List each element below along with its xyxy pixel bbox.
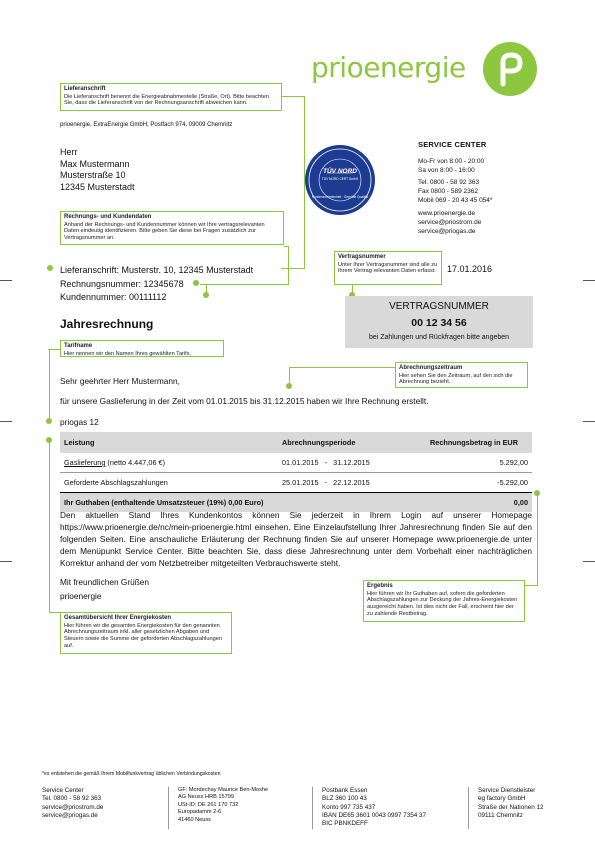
service-fax: Fax 0800 - 589 2362 — [418, 187, 478, 195]
footer-divider — [468, 787, 469, 829]
connector-line — [537, 493, 538, 585]
fold-mark — [0, 280, 12, 281]
callout-text: Hier führen wir die gesamten Energiekosten für den genannten Abrechnungszeitraum inkl. aller gesetzlichen Abgaben und Steuern sowie die Summe der geforderten Abschlagszahlungen auf. — [64, 622, 222, 650]
footer-line: USt-ID: DE 261 170 732 — [178, 801, 239, 808]
connector-line — [524, 585, 538, 586]
callout-text: Unter Ihrer Vertragsnummer sind alle zu Ihrem Vertrag relevanten Daten erfasst. — [338, 261, 438, 275]
callout-vertragsnummer — [334, 251, 442, 285]
footer-company — [178, 787, 268, 824]
footer-line: Service Dienstleister — [478, 787, 536, 794]
sender-line: prioenergie, ExtraEnergie GmbH, Postfach 974, 09009 Chemnitz — [60, 122, 233, 128]
brand-logo-icon — [483, 42, 537, 96]
recipient-city: 12345 Musterstadt — [60, 182, 135, 193]
contract-number: 00 12 34 56 — [411, 317, 467, 329]
intro-text: für unsere Gaslieferung in der Zeit vom 01.01.2015 bis 31.12.2015 haben wir Ihre Rechnung erstellt. — [60, 396, 429, 406]
col-header-periode: Abrechnungsperiode — [278, 432, 426, 453]
recipient-salutation: Herr — [60, 147, 78, 157]
brand-logo-text: prioenergie — [311, 51, 466, 84]
service-email-gas[interactable]: service@priogas.de — [418, 227, 476, 235]
fold-mark — [583, 280, 595, 281]
period-from: 01.01.2015 — [282, 458, 319, 467]
callout-text: Hier nennen wir den Namen Ihres gewählten Tarifs. — [64, 350, 192, 357]
service-hours-weekday: Mo-Fr von 8:00 - 20:00 — [418, 158, 485, 165]
service-hours-saturday: Sa von 8:00 - 16:00 — [418, 166, 475, 174]
total-label: Ihr Guthaben (enthaltende Umsatzsteuer (19%) 0,00 Euro) — [60, 493, 426, 513]
connector-line — [49, 612, 60, 613]
marker-dot — [47, 265, 53, 271]
callout-title: Abrechnungszeitraum — [399, 365, 463, 371]
connector-line — [284, 246, 289, 247]
service-hours — [418, 158, 484, 176]
period-to: 22.12.2015 — [333, 478, 370, 487]
fold-mark — [0, 421, 12, 422]
body-paragraph: Den aktuellen Stand Ihres Kundenkontos können Sie jederzeit in Ihrem Login auf unserer Homepage https://www.prioenergie.de/nc/mein-prioenergie.html einsehen. Eine Einzelaufstellung Ihrer Jahresrechnung finden Sie auf den folgenden Seiten. Eine anschauliche Erläuterung der Rechnung finden Sie auf unserer Homepage www.prioenergie.de unter dem Menüpunkt Service Center. Bitte beachten Sie, dass diese Jahresrechnung unter dem Vorbehalt einer nachträglichen Korrektur anhand der vom Netzbetreiber mitgeteilten Verbrauchswerte steht. — [60, 510, 532, 569]
col-header-leistung: Leistung — [60, 432, 278, 453]
row-period — [278, 453, 426, 473]
callout-text: Hier führen wir Ihr Guthaben auf, sofern die geforderten Abschlagszahlungen zur Deckung der Jahres-Energiekosten ausgereicht haben. Ist dies nicht der Fall, erscheint hier der zu zahlende Restbetrag. — [367, 590, 518, 618]
delivery-address: Lieferanschrift: Musterstr. 10, 12345 Musterstadt — [60, 265, 254, 275]
period-from: 25.01.2015 — [282, 478, 319, 487]
recipient-street: Musterstraße 10 — [60, 170, 126, 181]
tuv-nord-seal — [305, 145, 375, 215]
footer-service-provider — [478, 787, 543, 820]
row-period — [278, 473, 426, 493]
footer-line: IBAN DE65 3601 0043 0997 7354 37 — [322, 811, 426, 819]
footer-line: Straße der Nationen 12 — [478, 803, 544, 811]
invoice-number: Rechnungsnummer: 12345678 — [60, 278, 184, 289]
connector-line — [289, 367, 395, 368]
period-to: 31.12.2015 — [333, 458, 370, 467]
total-amount: 0,00 — [426, 493, 532, 513]
callout-title: Vertragsnummer — [338, 254, 386, 260]
footer-line: Postbank Essen — [322, 787, 368, 794]
callout-title: Tarifname — [64, 343, 93, 349]
connector-line — [281, 268, 305, 269]
service-email-strom[interactable]: service@priostrom.de — [418, 218, 482, 226]
footer-line: Europadamm 2-6 — [178, 809, 222, 816]
salutation: Sehr geehrter Herr Mustermann, — [60, 376, 180, 386]
invoice-date: 17.01.2016 — [447, 264, 493, 274]
callout-lieferanschrift — [60, 83, 282, 111]
service-mobile: Mobil 069 - 20 43 45 054* — [418, 196, 493, 204]
callout-title: Ergebnis — [367, 583, 393, 589]
row-label: Geforderte Abschlagszahlungen — [64, 478, 168, 487]
connector-line — [49, 440, 50, 612]
page-title: Jahresrechnung — [60, 317, 154, 331]
fold-mark — [0, 561, 12, 562]
service-center-title: SERVICE CENTER — [418, 140, 487, 149]
delivery-info — [60, 264, 253, 305]
col-header-betrag: Rechnungsbetrag in EUR — [426, 432, 532, 453]
callout-kundendaten — [60, 211, 284, 245]
footer-line: service@priogas.de — [42, 811, 98, 819]
row-label-sub: (netto 4.447,06 €) — [107, 458, 166, 467]
footer-line: BIC PBNKDEFF — [322, 820, 368, 828]
period-dash: - — [324, 458, 328, 467]
row-label-text: Gaslieferung — [64, 458, 106, 467]
marker-dot — [46, 418, 52, 424]
connector-line — [288, 246, 289, 284]
footer-service-center — [42, 787, 103, 820]
callout-text: Die Lieferanschrift benennt die Energieabnahmestelle (Straße, Ort). Bitte beachten Sie, dass die Lieferanschrift von der Rechnungsanschrift abweichen kann. — [64, 93, 269, 107]
footer-line: 09111 Chemnitz — [478, 811, 523, 819]
callout-text: Anhand der Rechnungs- und Kundennummer können wir Ihre vertragsrelevanten Daten eindeutig identifizieren. Bitte geben Sie diese bei Fragen zusätzlich zur Vertragsnummer an. — [64, 221, 265, 242]
tuv-ring-text: Kundenzufriedenheit · Geprüfte Qualität — [311, 195, 369, 199]
table-header-row — [60, 432, 532, 453]
footer-line: service@priostrom.de — [42, 803, 104, 811]
row-amount: 5.292,00 — [426, 453, 532, 473]
footer-line: 41460 Neuss — [178, 816, 211, 823]
row-amount: -5.292,00 — [497, 478, 528, 487]
callout-tarifname — [60, 340, 224, 357]
footer-line: Konto 997 735 437 — [322, 803, 376, 811]
tuv-sub: TÜV NORD CERT GmbH — [321, 177, 359, 181]
footer-line: AG Neuss HRB 15799 — [178, 794, 234, 801]
marker-dot — [286, 383, 292, 389]
invoice-table — [60, 432, 532, 512]
footer-line: Tel. 0800 - 58 92 363 — [42, 795, 102, 803]
service-web-block — [418, 210, 481, 236]
service-phone-block — [418, 179, 492, 205]
period-dash: - — [324, 478, 328, 487]
contract-number-box — [345, 296, 533, 348]
callout-gesamtuebersicht — [60, 612, 232, 654]
row-label — [60, 453, 278, 473]
table-row — [60, 453, 532, 473]
fold-mark — [583, 561, 595, 562]
connector-line — [282, 96, 304, 97]
footer-bank — [322, 787, 426, 828]
footer-divider — [168, 787, 169, 829]
closing-signature: prioenergie — [60, 591, 102, 601]
table-row — [60, 473, 532, 493]
footer-line: eg factory GmbH — [478, 795, 526, 803]
callout-title: Gesamtübersicht Ihrer Energiekosten — [64, 615, 172, 621]
footer-divider — [312, 787, 313, 829]
connector-line — [49, 349, 50, 421]
contract-box-note: bei Zahlungen und Rückfragen bitte angeben — [368, 334, 510, 341]
callout-text: Hier sehen Sie den Zeitraum, auf den sich die Abrechnung bezieht. — [399, 372, 513, 386]
customer-number: Kundennummer: 00111112 — [60, 292, 167, 302]
fold-mark — [583, 421, 595, 422]
footer-line: GF: Mordechay Maurice Ben-Moshe — [178, 787, 269, 793]
recipient-address — [60, 147, 135, 194]
callout-ergebnis — [363, 580, 525, 622]
closing-greeting: Mit freundlichen Grüßen — [60, 577, 150, 587]
footer-line: BLZ 360 100 43 — [322, 795, 367, 803]
footer-line: Service Center — [42, 787, 84, 794]
callout-title: Lieferanschrift — [64, 86, 106, 92]
callout-abrechnungszeitraum — [395, 362, 528, 388]
service-phone: Tel. 0800 - 58 92 363 — [418, 179, 480, 186]
tariff-name: priogas 12 — [60, 417, 99, 427]
callout-title: Rechnungs- und Kundendaten — [64, 214, 152, 220]
footnote: *es entstehen die gemäß Ihrem Mobilfunkvertrag üblichen Verbindungskosten — [42, 771, 221, 777]
contract-box-title: VERTRAGSNUMMER — [389, 301, 489, 312]
recipient-name: Max Mustermann — [60, 158, 130, 169]
tuv-label: TÜV NORD — [323, 168, 357, 175]
service-website-link[interactable]: www.prioenergie.de — [418, 210, 476, 217]
